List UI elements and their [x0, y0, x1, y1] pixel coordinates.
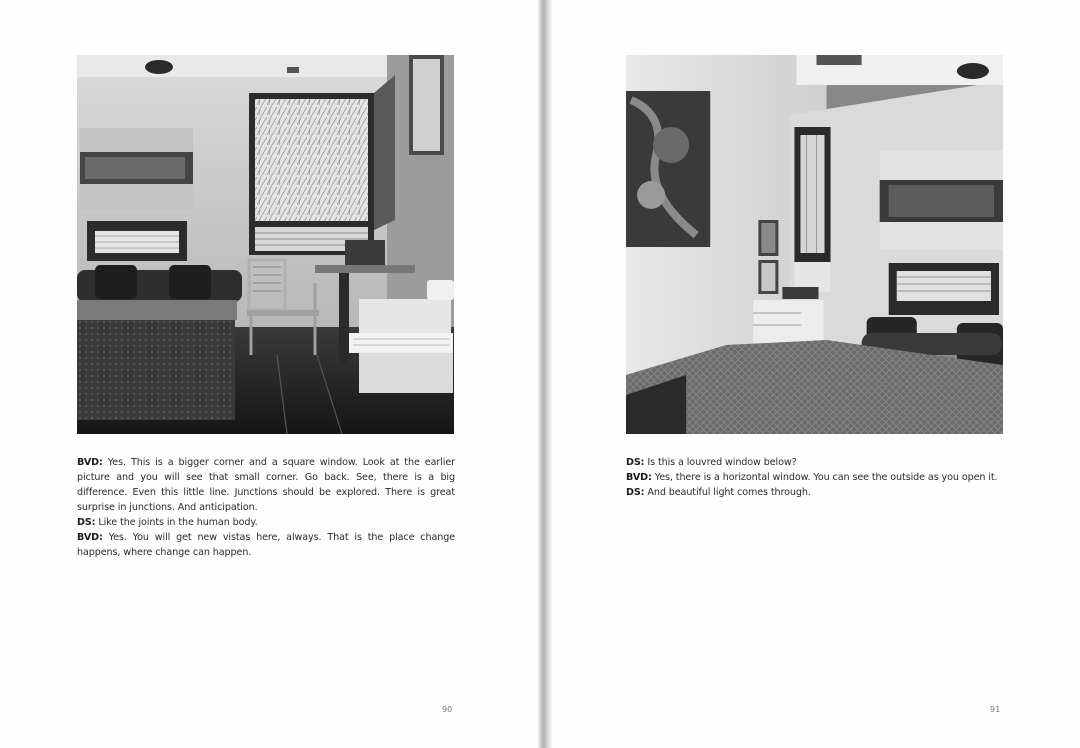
speaker-label: DS:: [626, 487, 645, 498]
dialogue-right: [626, 455, 1006, 500]
bedroom-photo-right-illustration: [626, 55, 1003, 434]
speaker-label: BVD:: [77, 532, 103, 543]
speaker-label: DS:: [626, 457, 645, 468]
speaker-label: DS:: [77, 517, 96, 528]
right-page: [552, 0, 1080, 748]
dialogue-line: [626, 455, 1006, 470]
dialogue-line: [626, 485, 1006, 500]
bedroom-photo-right: [626, 55, 1003, 434]
bedroom-photo-left-illustration: [77, 55, 454, 434]
dialogue-text: And beautiful light comes through.: [647, 487, 811, 498]
page-number-left: 90: [442, 705, 453, 714]
dialogue-text: Like the joints in the human body.: [98, 517, 258, 528]
page-number-right: 91: [990, 705, 1001, 714]
dialogue-text: Is this a louvred window below?: [647, 457, 797, 468]
dialogue-line: [77, 530, 455, 560]
dialogue-line: [626, 470, 1006, 485]
dialogue-line: [77, 455, 455, 515]
dialogue-text: Yes. This is a bigger corner and a square window. Look at the earlier picture and you will see that small corner. Go back. See, there is a big difference. Even this little line. Junctions should be explored. There is great surprise in junctions. And anticipation.: [77, 457, 455, 513]
speaker-label: BVD:: [626, 472, 652, 483]
dialogue-text: Yes, there is a horizontal window. You can see the outside as you open it.: [654, 472, 998, 483]
dialogue-text: Yes. You will get new vistas here, always. That is the place change happens, where change can happen.: [77, 532, 455, 558]
dialogue-line: [77, 515, 455, 530]
speaker-label: BVD:: [77, 457, 103, 468]
dialogue-left: [77, 455, 455, 560]
bedroom-photo-left: [77, 55, 454, 434]
